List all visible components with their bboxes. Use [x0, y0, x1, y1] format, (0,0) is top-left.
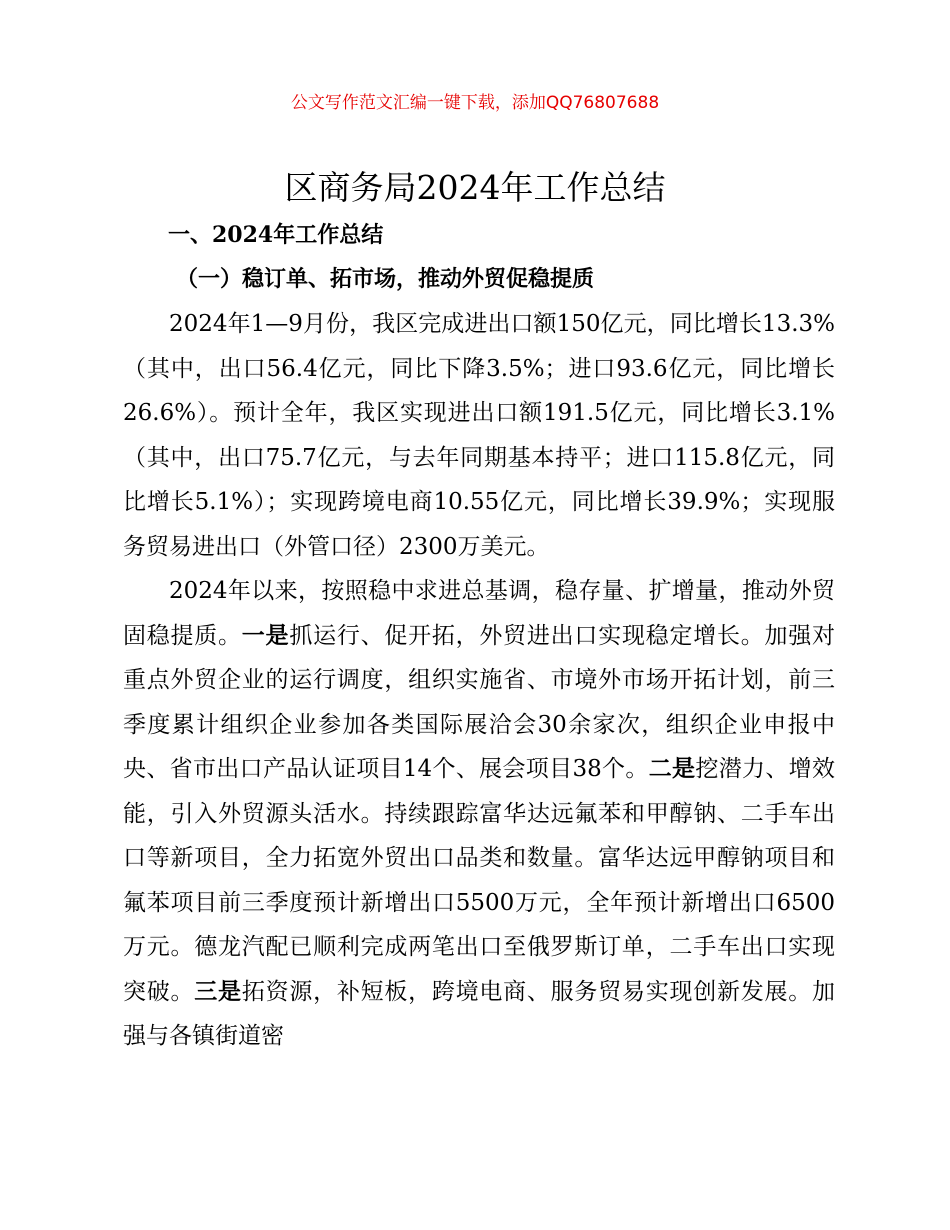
section-heading: 一、2024年工作总结 — [168, 222, 384, 248]
document-title: 区商务局2024年工作总结 — [284, 168, 666, 207]
point-label-3: 三是 — [194, 978, 242, 1005]
paragraph-trade-figures: 2024年1—9月份，我区完成进出口额150亿元，同比增长13.3%（其中，出口56.4亿元，同比下降3.5%；进口93.6亿元，同比增长26.6%）。预计全年，我区实现进出口额191.5亿元，同比增长3.1%（其中，出口75.7亿元，与去年同期基本持平；进口115.8亿元，同比增长5.1%）；实现跨境电商10.55亿元，同比增长39.9%；实现服务贸易进出口（外管口径）2300万美元。 — [123, 311, 835, 560]
point-text-2: 挖潜力、增效能，引入外贸源头活水。持续跟踪富华达远氟苯和甲醇钠、二手车出口等新项目，全力拓宽外贸出口品类和数量。富华达远甲醇钠项目和氟苯项目前三季度预计新增出口5500万元，全年预计新增出口6500万元。德龙汽配已顺利完成两笔出口至俄罗斯订单，二手车出口实现突破。 — [123, 756, 836, 1005]
paragraph-intro: 2024年以来，按照稳中求进总基调，稳存量、扩增量，推动外贸固稳提质。 — [123, 578, 835, 649]
paragraph-work-measures — [123, 569, 835, 1059]
point-text-3: 拓资源，补短板，跨境电商、服务贸易实现创新发展。加强与各镇街道密 — [123, 978, 836, 1049]
point-label-1: 一是 — [241, 622, 290, 649]
point-text-1: 抓运行、促开拓，外贸进出口实现稳定增长。加强对重点外贸企业的运行调度，组织实施省、市境外市场开拓计划，前三季度累计组织企业参加各类国际展洽会30余家次，组织企业申报中央、省市出口产品认证项目14个、展会项目38个。 — [123, 622, 836, 782]
subsection-heading: （一）稳订单、拓市场，推动外贸促稳提质 — [176, 267, 595, 292]
header-promo-note: 公文写作范文汇编一键下载，添加QQ76807688 — [290, 93, 660, 113]
point-label-2: 二是 — [648, 756, 696, 782]
